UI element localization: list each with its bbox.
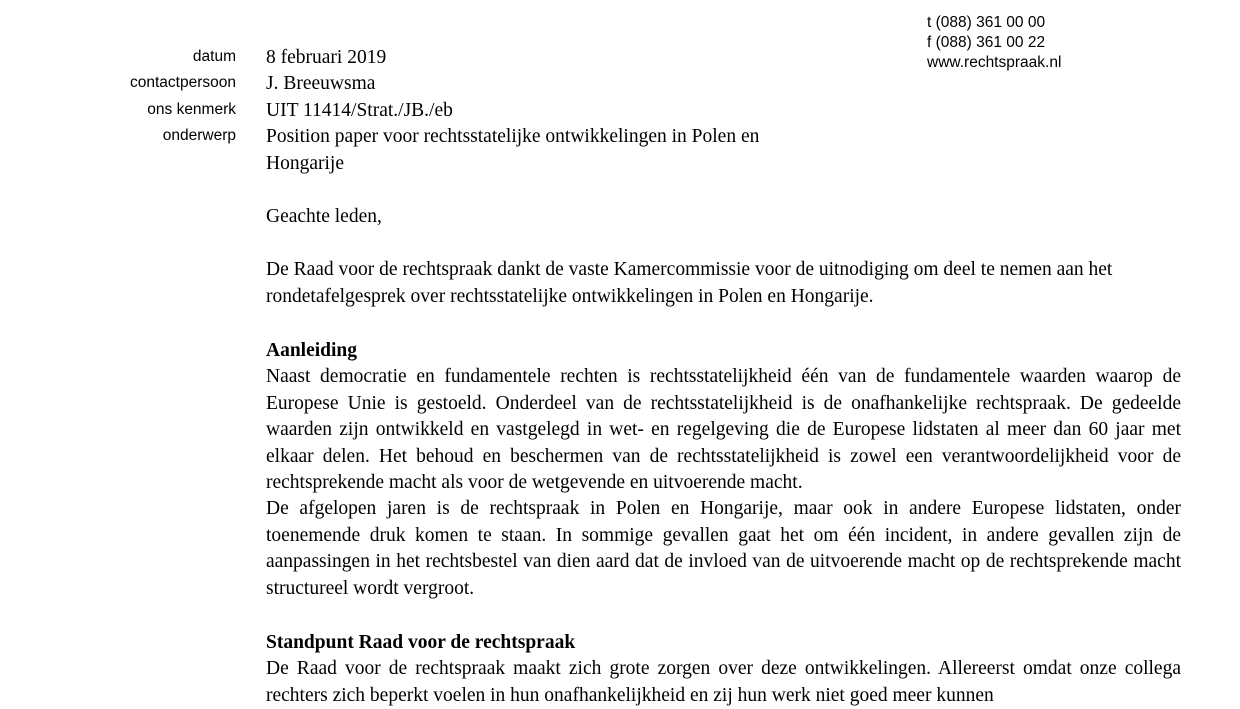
- paragraph-aanleiding-2: De afgelopen jaren is de rechtspraak in Polen en Hongarije, maar ook in andere Europese lidstaten, onder toenemende druk komen te staan. In sommige gevallen gaat het om één incident, in andere gevallen zijn de aanpassingen in het rechtsbestel van dien aard dat de invloed van de uitvoerende macht op de rechtsprekende macht structureel wordt vergroot.: [266, 498, 1181, 599]
- fax-number: f (088) 361 00 22: [927, 34, 1046, 51]
- meta-label-onderwerp: onderwerp: [162, 127, 236, 144]
- meta-row-datum: [0, 45, 1240, 71]
- phone-number: t (088) 361 00 00: [927, 14, 1046, 31]
- meta-row-kenmerk: [0, 98, 1240, 124]
- meta-value-datum: 8 februari 2019: [266, 47, 387, 68]
- salutation: Geachte leden,: [266, 206, 382, 227]
- paragraph-standpunt-1: De Raad voor de rechtspraak maakt zich grote zorgen over deze ontwikkelingen. Allereerst omdat onze collega rechters zich beperkt voelen in hun onafhankelijkheid en zij hun werk niet goed meer kunnen: [266, 658, 1181, 706]
- intro-paragraph: De Raad voor de rechtspraak dankt de vaste Kamercommissie voor de uitnodiging om deel te nemen aan het rondetafelgesprek over rechtsstatelijke ontwikkelingen in Polen en Hongarije.: [266, 259, 1113, 307]
- meta-row-contactpersoon: [0, 71, 1240, 97]
- meta-label-contactpersoon: contactpersoon: [130, 74, 236, 91]
- paragraph-aanleiding-1: Naast democratie en fundamentele rechten is rechtsstatelijkheid één van de fundamentele waarden waarop de Europese Unie is gestoeld. Onderdeel van de rechtsstatelijkheid is de onafhankelijke rechtspraak. De gedeelde waarden zijn ontwikkeld en vastgelegd in wet- en regelgeving die de Europese lidstaten al meer dan 60 jaar met elkaar delen. Het behoud en beschermen van de rechtsstatelijkheid is zowel een verantwoordelijkheid voor de rechtsprekende macht als voor de wetgevende en uitvoerende macht.: [266, 366, 1181, 493]
- section-heading-aanleiding: Aanleiding: [266, 340, 358, 361]
- section-heading-standpunt: Standpunt Raad voor de rechtspraak: [266, 632, 576, 653]
- meta-label-kenmerk: ons kenmerk: [147, 101, 236, 118]
- website-link[interactable]: www.rechtspraak.nl: [927, 54, 1062, 71]
- meta-value-kenmerk: UIT 11414/Strat./JB./eb: [266, 100, 453, 121]
- meta-row-onderwerp: [0, 124, 1240, 174]
- meta-value-onderwerp: Position paper voor rechtsstatelijke ontwikkelingen in Polen en Hongarije: [266, 126, 760, 174]
- meta-label-datum: datum: [192, 48, 236, 65]
- meta-value-contactpersoon: J. Breeuwsma: [266, 73, 376, 94]
